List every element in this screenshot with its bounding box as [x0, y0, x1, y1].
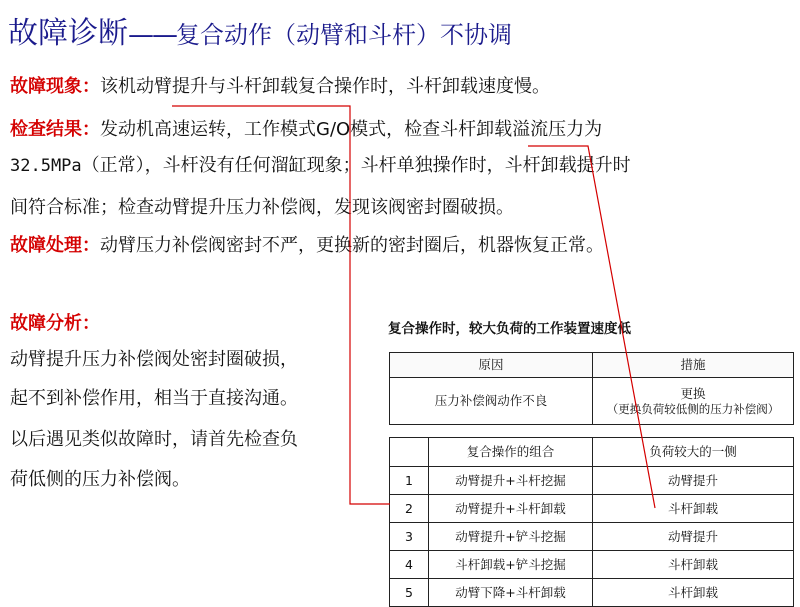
phenomenon-text: 该机动臂提升与斗杆卸载复合操作时，斗杆卸载速度慢。	[100, 76, 550, 97]
combo-header: 复合操作的组合	[429, 438, 593, 467]
inspection-text-2: （正常），斗杆没有任何溜缸现象；斗杆单独操作时，斗杆卸载提升时	[81, 155, 631, 176]
row-combo: 动臂提升+斗杆挖掘	[429, 467, 593, 495]
combo-table	[389, 437, 794, 607]
row-side: 动臂提升	[593, 467, 794, 495]
row-combo: 斗杆卸载+铲斗挖掘	[429, 551, 593, 579]
measure-line-2: （更换负荷较低侧的压力补偿阀）	[606, 401, 780, 416]
cause-table	[389, 352, 794, 425]
inspection-line-1	[10, 114, 602, 145]
analysis-line-1: 动臂提升压力补偿阀处密封圈破损，	[10, 349, 298, 370]
inspection-line-3	[10, 192, 514, 223]
table-caption: 复合操作时，较大负荷的工作装置速度低	[388, 321, 631, 337]
phenomenon-label: 故障现象：	[10, 76, 100, 97]
measure-header: 措施	[593, 353, 794, 378]
row-combo: 动臂下降+斗杆卸载	[429, 579, 593, 607]
phenomenon-paragraph	[10, 71, 550, 102]
inspection-text-1: 发动机高速运转，工作模式G/O模式，检查斗杆卸载溢流压力为	[100, 119, 603, 140]
number-header	[390, 438, 429, 467]
measure-cell	[593, 378, 794, 425]
inspection-line-2	[10, 150, 631, 182]
inspection-label: 检查结果：	[10, 119, 100, 140]
cause-table-row	[390, 378, 794, 425]
cause-header: 原因	[390, 353, 593, 378]
slide-title	[8, 8, 512, 52]
table-row	[390, 495, 794, 523]
analysis-label: 故障分析：	[10, 313, 100, 334]
combo-table-header	[390, 438, 794, 467]
inspection-pressure-value: 32.5MPa	[10, 156, 82, 176]
side-header: 负荷较大的一侧	[593, 438, 794, 467]
cause-cell: 压力补偿阀动作不良	[390, 378, 593, 425]
row-side: 斗杆卸载	[593, 579, 794, 607]
title-dash: ——	[128, 20, 176, 50]
row-number: 2	[390, 495, 429, 523]
row-combo: 动臂提升+斗杆卸载	[429, 495, 593, 523]
treatment-paragraph	[10, 230, 604, 261]
row-number: 1	[390, 467, 429, 495]
row-number: 4	[390, 551, 429, 579]
table-row	[390, 551, 794, 579]
analysis-heading	[10, 308, 100, 339]
cause-table-header	[390, 353, 794, 378]
analysis-line-4: 荷低侧的压力补偿阀。	[10, 469, 190, 490]
title-subtitle: 复合动作（动臂和斗杆）不协调	[176, 21, 512, 49]
treatment-text: 动臂压力补偿阀密封不严，更换新的密封圈后，机器恢复正常。	[100, 235, 604, 256]
analysis-line-3: 以后遇见类似故障时，请首先检查负	[10, 429, 298, 450]
treatment-label: 故障处理：	[10, 235, 100, 256]
table-row	[390, 523, 794, 551]
row-number: 5	[390, 579, 429, 607]
row-combo: 动臂提升+铲斗挖掘	[429, 523, 593, 551]
inspection-text-3: 间符合标准；检查动臂提升压力补偿阀，发现该阀密封圈破损。	[10, 197, 514, 218]
row-side: 斗杆卸载	[593, 551, 794, 579]
row-side: 动臂提升	[593, 523, 794, 551]
row-number: 3	[390, 523, 429, 551]
title-main: 故障诊断	[8, 16, 128, 51]
analysis-line-2: 起不到补偿作用，相当于直接沟通。	[10, 388, 298, 409]
table-row	[390, 579, 794, 607]
measure-line-1: 更换	[680, 386, 706, 401]
row-side: 斗杆卸载	[593, 495, 794, 523]
table-row	[390, 467, 794, 495]
